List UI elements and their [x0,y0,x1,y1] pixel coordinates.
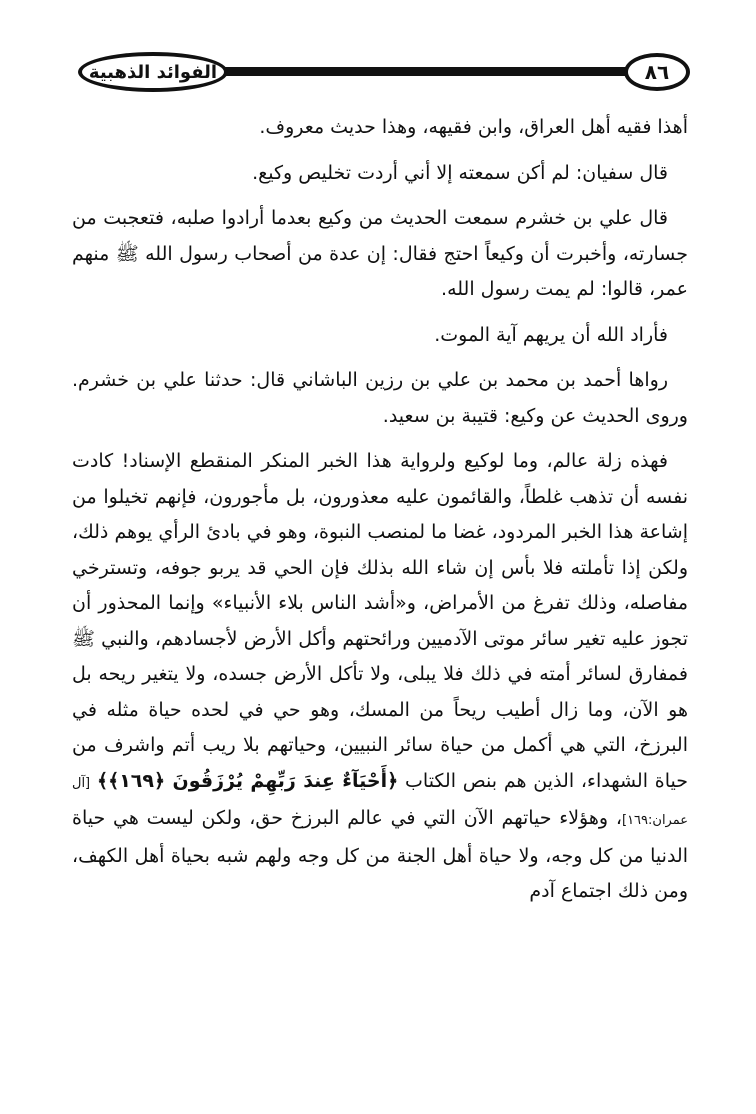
paragraph [72,444,688,910]
paragraph: أهذا فقيه أهل العراق، وابن فقيهه، وهذا حديث معروف. [259,116,688,138]
page-number: ٨٦ [624,53,690,91]
quran-verse: ﴿أَحْيَآءٌ عِندَ رَبِّهِمْ يُرْزَقُونَ ﴿١٦٩﴾﴾ [96,769,399,792]
verse-reference: [آل عمران:١٦٩] [72,775,688,828]
page-header [78,50,690,100]
book-title: الفوائد الذهبية [78,52,228,92]
paragraph: قال علي بن خشرم سمعت الحديث من وكيع بعدما أرادوا صلبه، فتعجبت من جسارته، وأخبرت أن وكيعاً احتج فقال: إن عدة من أصحاب رسول الله ﷺ منهم عمر، قالوا: لم يمت رسول الله. [72,207,688,300]
header-rule [218,67,632,76]
paragraph-text: فهذه زلة عالم، وما لوكيع ولرواية هذا الخبر المنكر المنقطع الإسناد! كادت نفسه أن تذهب غلطاً، والقائمون عليه معذورون، بل مأجورون، فإنهم تخيلوا من إشاعة هذا الخبر المردود، غضا ما لمنصب النبوة، وهو في بادئ الرأي يوهم ذلك، ولكن إذا تأملته فلا بأس إن شاء الله بذلك فإن الحي قد يربو جوفه، وتسترخي مفاصله، وذلك تفرغ من الأمراض، و«أشد الناس بلاء الأنبياء» وإنما المحذور أن تجوز عليه تغير سائر موتى الآدميين ورائحتهم وأكل الأرض لأجسادهم، والنبي ﷺ فمفارق لسائر أمته في ذلك فلا يبلى، ولا تأكل الأرض جسده، ولا يتغير ريحه بل هو الآن، وما زال أطيب ريحاً من المسك، وهو حي في لحده حياة مثله في البرزخ، التي هي أكمل من حياة سائر النبيين، وحياتهم بلا ريب أتم واشرف من حياة الشهداء، الذين هم بنص الكتاب [72,450,688,792]
paragraph-text: ، وهؤلاء حياتهم الآن التي في عالم البرزخ حق، ولكن ليست هي حياة الدنيا من كل وجه، ولا حياة أهل الجنة من كل وجه ولهم شبه بحياة أهل الكهف، ومن ذلك اجتماع آدم [72,807,688,902]
paragraph: رواها أحمد بن محمد بن علي بن رزين الباشاني قال: حدثنا علي بن خشرم. وروى الحديث عن وكيع: قتيبة بن سعيد. [72,369,688,427]
paragraph: فأراد الله أن يريهم آية الموت. [434,323,668,346]
page-body [72,110,688,920]
paragraph: قال سفيان: لم أكن سمعته إلا أني أردت تخليص وكيع. [252,161,668,184]
